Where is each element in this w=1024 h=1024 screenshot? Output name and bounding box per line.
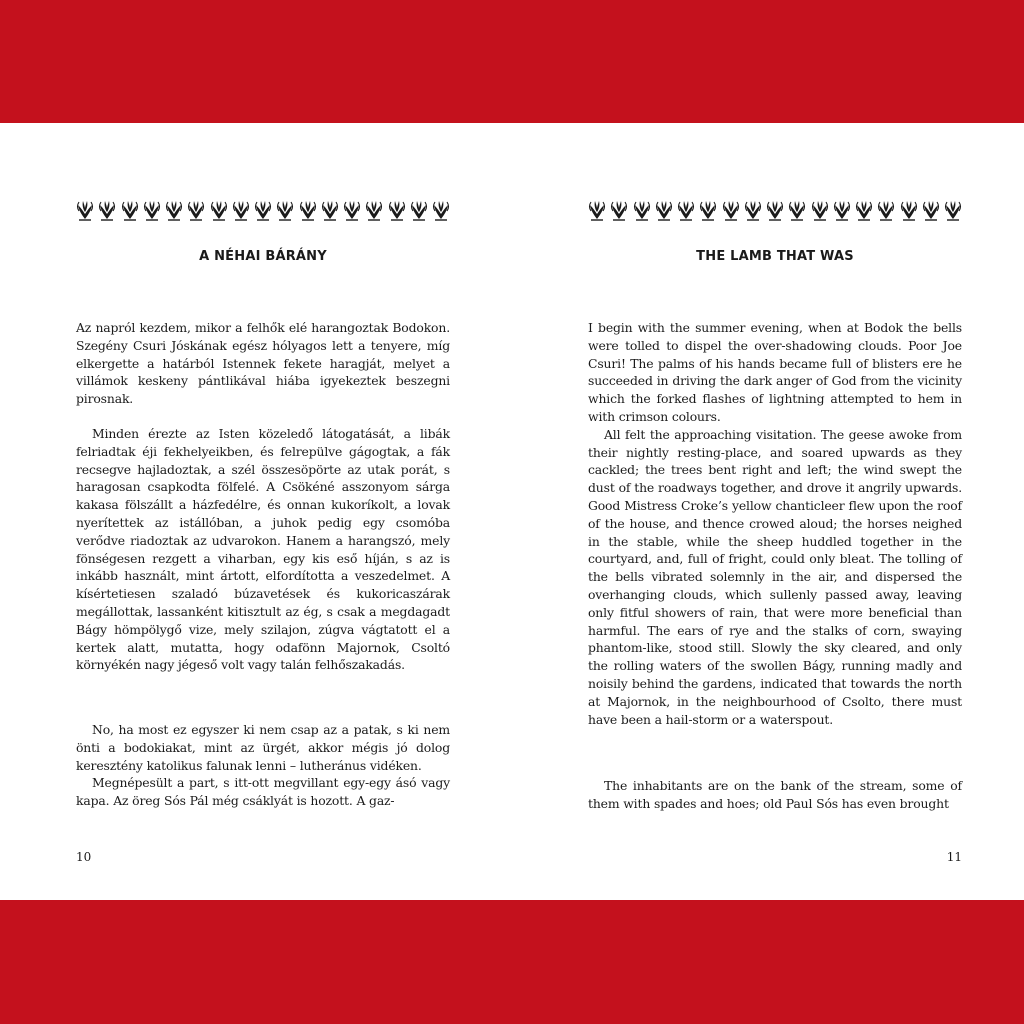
paragraph: Megnépesült a part, s itt-ott megvillant egy-egy ásó vagy kapa. Az öreg Sós Pál még csáklyát is hozott. A gaz- bbox=[76, 775, 450, 809]
palmette-icon bbox=[766, 199, 784, 221]
palmette-icon bbox=[165, 199, 183, 221]
palmette-icon bbox=[187, 199, 205, 221]
chapter-title: A NÉHAI BÁRÁNY bbox=[199, 249, 327, 264]
palmette-icon bbox=[143, 199, 161, 221]
paragraph: Minden érezte az Isten közeledő látogatását, a libák felriadtak éji fekhelyeikben, és felrepülve gágogtak, a fák recsegve hajladoztak, a szél összesöpörte az utak porát, s haragosan csapkodta fölfelé. A Csökéné asszonyom sárga kakasa fölszállt a házfedélre, és onnan kukoríkolt, a lovak nyerítettek az istállóban, a juhok pedig egy csomóba verődve riadoztak az udvarokon. Hanem a harangszó, mely fönségesen rezgett a viharban, egy kis eső híján, s az is inkább használt, mint ártott, elfordította a veszedelmet. A kísértetiesen szaladó búzavetések és kukoricaszárak megállottak, lassanként kitisztult az ég, s csak a megdagadt Bágy hömpölygő vize, mely szilajon, zúgva vágtatott el a kertek alatt, mutatta, hogy odafönn Majornok, Csoltó környékén nagy jégeső volt vagy talán felhőszakadás. bbox=[76, 426, 450, 673]
paragraph: The inhabitants are on the bank of the stream, some of them with spades and hoes; old Paul Sós has even brought bbox=[588, 778, 962, 811]
palmette-icon bbox=[855, 199, 873, 221]
body-text-block-2 bbox=[588, 777, 962, 813]
palmette-icon bbox=[254, 199, 272, 221]
palmette-icon bbox=[343, 199, 361, 221]
palmette-icon bbox=[232, 199, 250, 221]
palmette-icon bbox=[744, 199, 762, 221]
bottom-red-band bbox=[0, 900, 1024, 1024]
palmette-icon bbox=[121, 199, 139, 221]
chapter-title: THE LAMB THAT WAS bbox=[696, 249, 854, 264]
palmette-icon bbox=[365, 199, 383, 221]
palmette-icon bbox=[276, 199, 294, 221]
body-text-block-1 bbox=[588, 319, 962, 728]
paragraph: All felt the approaching visitation. The geese awoke from their nightly resting-place, and soared upwards as they cackled; the trees bent right and left; the wind swept the dust of the roadways together, and drove it angrily upwards. Good Mistress Croke’s yellow chanticleer flew upon the roof of the house, and thence crowed aloud; the horses neighed in the stable, while the sheep huddled together in the courtyard, and, full of fright, could only bleat. The tolling of the bells vibrated solemnly in the air, and dispersed the overhanging clouds, which sullenly passed away, leaving only fitful showers of rain, that were more beneficial than harmful. The ears of rye and the stalks of corn, swaying phantom-like, stood still. Slowly the sky cleared, and only the rolling waters of the swollen Bágy, running madly and noisily behind the gardens, indicated that towards the north at Majornok, in the neighbourhood of Csolto, there must have been a hail-storm or a waterspout. bbox=[588, 426, 962, 727]
palmette-icon bbox=[410, 199, 428, 221]
page-number: 11 bbox=[946, 850, 962, 864]
palmette-icon bbox=[633, 199, 651, 221]
palmette-icon bbox=[655, 199, 673, 221]
palmette-icon bbox=[944, 199, 962, 221]
paragraph: No, ha most ez egyszer ki nem csap az a patak, s ki nem önti a bodokiakat, mint az ürgét, akkor mégis jó dolog keresztény katolikus falunak lenni – lutheránus vidéken. bbox=[76, 722, 450, 773]
body-text-block-1 bbox=[76, 319, 450, 408]
palmette-icon bbox=[321, 199, 339, 221]
palmette-icon bbox=[722, 199, 740, 221]
body-text-block-3 bbox=[76, 721, 450, 810]
palmette-icon bbox=[388, 199, 406, 221]
palmette-icon bbox=[833, 199, 851, 221]
palmette-icon bbox=[699, 199, 717, 221]
palmette-icon bbox=[900, 199, 918, 221]
ornament-frieze-right bbox=[588, 199, 962, 221]
ornament-frieze-left bbox=[76, 199, 450, 221]
palmette-icon bbox=[76, 199, 94, 221]
palmette-icon bbox=[922, 199, 940, 221]
palmette-icon bbox=[432, 199, 450, 221]
palmette-icon bbox=[788, 199, 806, 221]
palmette-icon bbox=[677, 199, 695, 221]
palmette-icon bbox=[98, 199, 116, 221]
palmette-icon bbox=[610, 199, 628, 221]
top-red-band bbox=[0, 0, 1024, 123]
right-page bbox=[588, 123, 962, 900]
palmette-icon bbox=[210, 199, 228, 221]
page-number: 10 bbox=[76, 850, 92, 864]
palmette-icon bbox=[811, 199, 829, 221]
left-page bbox=[76, 123, 450, 900]
palmette-icon bbox=[588, 199, 606, 221]
paragraph: Az napról kezdem, mikor a felhők elé harangoztak Bodokon. Szegény Csuri Jóskának egész hólyagos lett a tenyere, míg elkergette a határból Istennek fekete haragját, melyet a villámok keskeny pántlikával hiába igyekeztek beszegni pirosnak. bbox=[76, 320, 450, 407]
paragraph: I begin with the summer evening, when at Bodok the bells were tolled to dispel the over-shadowing clouds. Poor Joe Csuri! The palms of his hands became full of blisters ere he succeeded in driving the dark anger of God from the vicinity which the forked flashes of lightning attempted to hem in with crimson colours. bbox=[588, 320, 962, 424]
palmette-icon bbox=[299, 199, 317, 221]
palmette-icon bbox=[877, 199, 895, 221]
body-text-block-2 bbox=[76, 425, 450, 674]
